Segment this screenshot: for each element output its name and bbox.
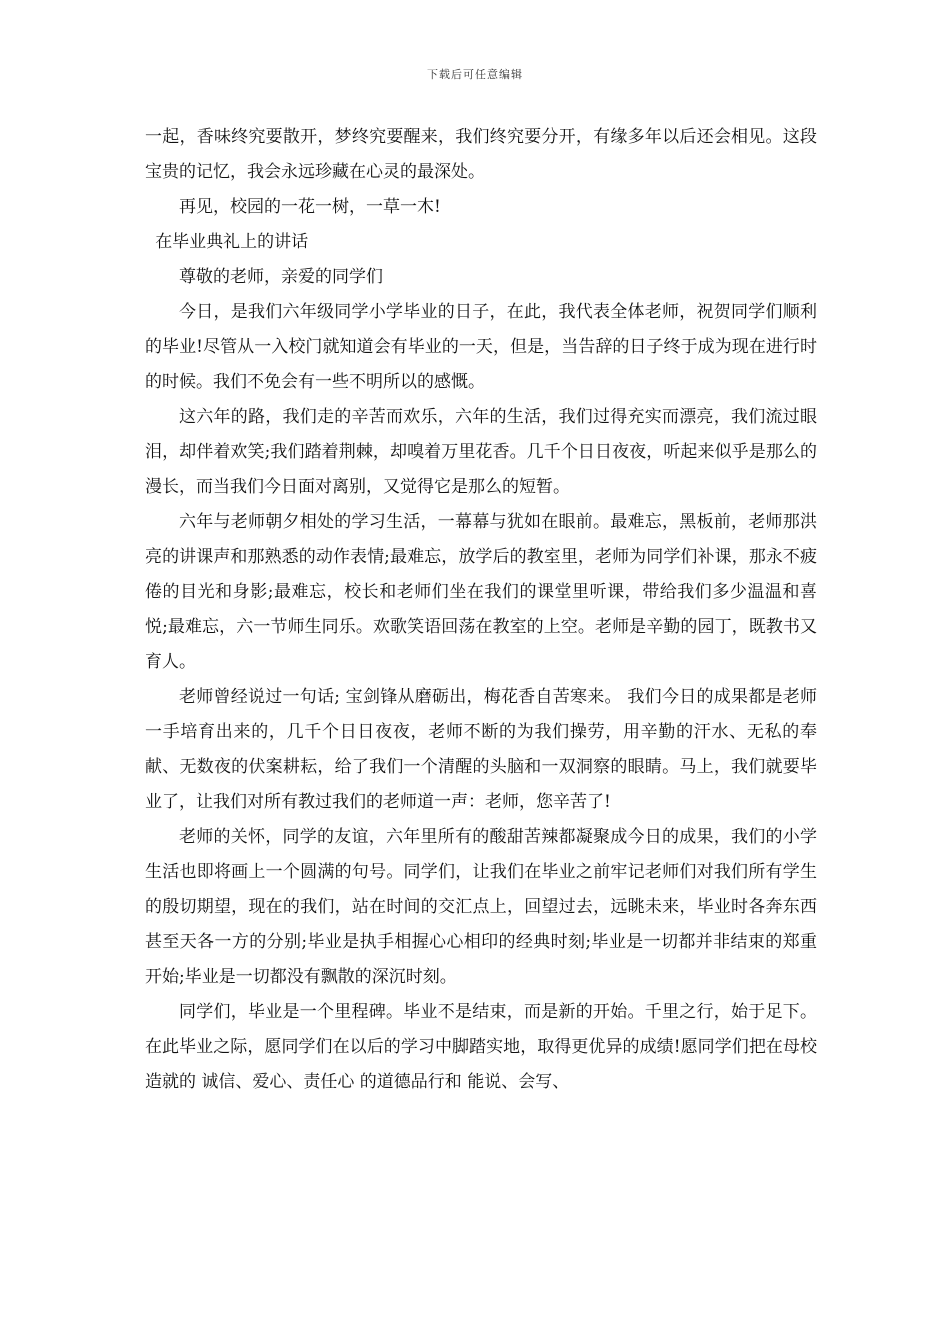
speech-title: 在毕业典礼上的讲话 xyxy=(155,232,309,252)
paragraph-milestone: 同学们，毕业是一个里程碑。毕业不是结束，而是新的开始。千里之行，始于足下。在此毕业之际，愿同学们在以后的学习中脚踏实地，取得更优异的成绩!愿同学们把在母校造就的 诚信、爱心、责任心 的道德品行和 能说、会写、 xyxy=(145,1002,817,1092)
page-header: 下载后可任意编辑 xyxy=(427,68,523,81)
paragraph-farewell: 再见，校园的一花一树，一草一木! xyxy=(179,197,441,217)
paragraph-teacher-saying: 老师曾经说过一句话; 宝剑锋从磨砺出，梅花香自苦寒来。 我们今日的成果都是老师一手培育出来的，几千个日日夜夜，老师不断的为我们操劳，用辛勤的汗水、无私的奉献、无数夜的伏案耕耘，给了我们一个清醒的头脑和一双洞察的眼睛。马上，我们就要毕业了，让我们对所有教过我们的老师道一声：老师，您辛苦了! xyxy=(145,687,817,812)
paragraph-graduation-day: 今日，是我们六年级同学小学毕业的日子，在此，我代表全体老师，祝贺同学们顺利的毕业!尽管从一入校门就知道会有毕业的一天，但是，当告辞的日子终于成为现在进行时的时候。我们不免会有一些不明所以的感慨。 xyxy=(145,302,817,392)
paragraph-salutation: 尊敬的老师，亲爱的同学们 xyxy=(179,267,383,287)
paragraph-memories: 六年与老师朝夕相处的学习生活，一幕幕与犹如在眼前。最难忘，黑板前，老师那洪亮的讲课声和那熟悉的动作表情;最难忘，放学后的教室里，老师为同学们补课，那永不疲倦的目光和身影;最难忘，校长和老师们坐在我们的课堂里听课，带给我们多少温温和喜悦;最难忘，六一节师生同乐。欢歌笑语回荡在教室的上空。老师是辛勤的园丁，既教书又育人。 xyxy=(145,512,817,672)
paragraph-closing-memory: 一起，香味终究要散开，梦终究要醒来，我们终究要分开，有缘多年以后还会相见。这段宝贵的记忆，我会永远珍藏在心灵的最深处。 xyxy=(145,127,817,182)
document-body xyxy=(145,120,817,1100)
paragraph-care-friendship: 老师的关怀，同学的友谊，六年里所有的酸甜苦辣都凝聚成今日的成果，我们的小学生活也即将画上一个圆满的句号。同学们，让我们在毕业之前牢记老师们对我们所有学生的殷切期望，现在的我们，站在时间的交汇点上，回望过去，远眺未来，毕业时各奔东西甚至天各一方的分别;毕业是执手相握心心相印的经典时刻;毕业是一切都并非结束的郑重开始;毕业是一切都没有飘散的深沉时刻。 xyxy=(145,827,817,987)
paragraph-six-years: 这六年的路，我们走的辛苦而欢乐，六年的生活，我们过得充实而漂亮，我们流过眼泪，却伴着欢笑;我们踏着荆棘，却嗅着万里花香。几千个日日夜夜，听起来似乎是那么的漫长，而当我们今日面对离别，又觉得它是那么的短暂。 xyxy=(145,407,817,497)
